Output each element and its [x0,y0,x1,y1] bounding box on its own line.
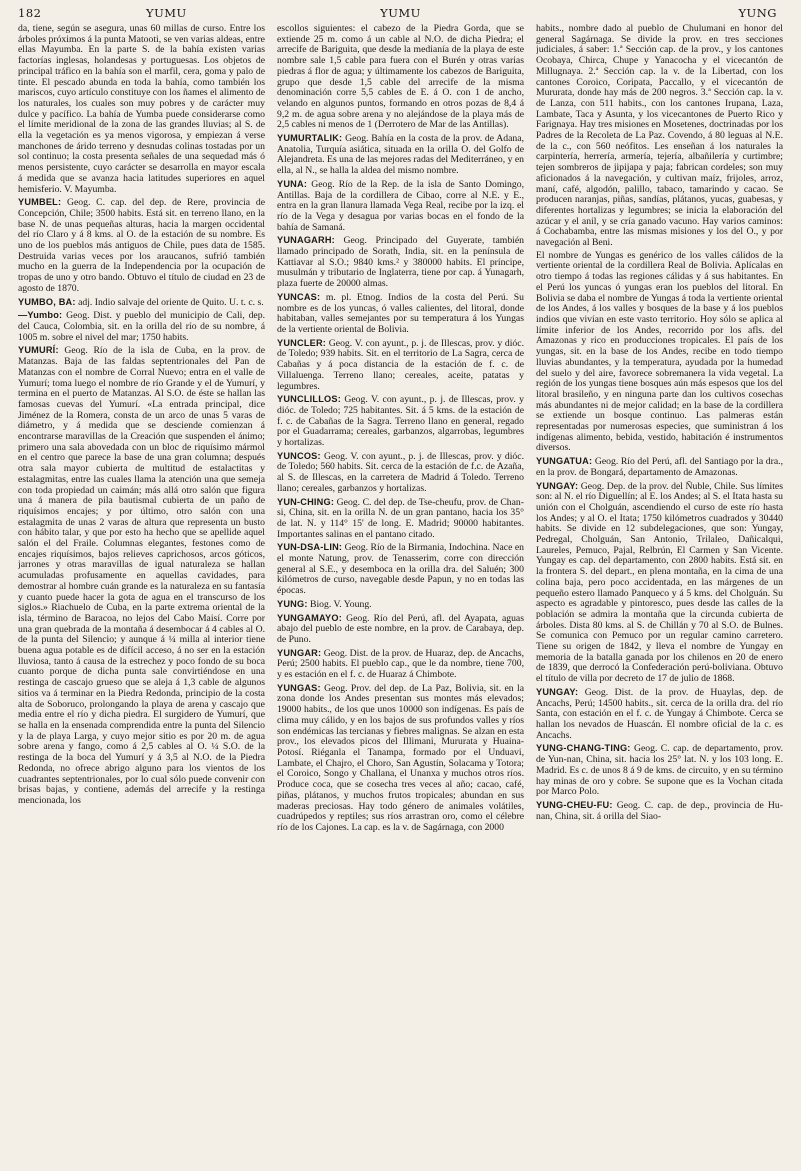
dictionary-entry [536,456,783,478]
entry-headword: YUNGAS: [277,682,321,693]
dictionary-entry [277,235,524,290]
entry-headword: YUNGAR: [277,647,322,658]
entry-text: Geog. Principado del Guyerate, también llamado principado de Sorath, India, sit. en la península de Kattiavar al S.O.; 9840 kms.² y 380000 habits. El príncipe, musulmán y tributario de Inglaterra, tiene por cap. á Yunagarh, plaza fuerte de 20000 almas. [277,235,524,290]
dictionary-entry [277,683,524,834]
entry-text: Geog. Prov. del dep. de La Paz, Bolivia, sit. en la zona donde los Andes presentan sus montes más elevados; 19000 habits., de los que unos 10000 son indígenas. Es país de clima muy cálido, y en los bajos de sus profundos valles y ríos son endémicas las tercianas y fiebres malignas. Se alzan en esta prov., los elevados picos del Illimani, Mururata y Huaina-Potosí. Riéganla el Tanampa, formado por el Unduavi, Lambate, el Chajro, el Choro, San Agustín, Solacama y Totora; el Coroico, Songo y Challana, el Unanxa y muchos otros ríos. Produce coca, que se cosecha tres veces al año; cacao, café, piñas, plátanos, y muchos frutos tropicales; abundan en sus maderas preciosas. Hay todo género de animales volátiles, cuadrúpedos y reptiles; sus ríos arrastran oro, como el célebre río de los Cajones. La cap. es la v. de Sagárnaga, con 2000 [277,682,524,833]
dictionary-entry [277,24,524,131]
dictionary-entry [277,613,524,646]
entry-headword: YUNCLILLOS: [277,394,341,405]
dictionary-entry [18,197,265,294]
dictionary-entry [536,24,783,249]
entry-text: escollos siguientes: el cabezo de la Piedra Gorda, que se extiende 25 m. como á un cable al N.O. de dicha Piedra; el arrecife de Bariguita, que desde la medianía de la playa de este nombre sale 1,5 cable para fuera con el Burén y otras varias piedras á flor de agua; y últimamente los cabezos de Bariguita, grupo que desde 1,5 cable del arrecife de la misma denominación corre 5,5 cables de E. á O. con 1 de ancho, velando en algunos puntos, formando en otros pozas de 8,4 á 9,2 m. de agua sobre arena y no alejándose de la playa más de 2,5 cables ni menos de 1 (Derrotero de Mar de las Antillas). [277,24,524,131]
entry-text: Geog. Dist. de la prov. de Huaraz, dep. de Ancachs, Perú; 2500 habits. El pueblo cap., que le da nombre, tiene 700, y es estación en el f. c. de Huaraz á Chimbote. [277,647,524,681]
entry-text: Geog. V. con ayunt., p. j. de Illescas, prov. y dióc. de Toledo; 560 habits. Sit. cerca de la estación de f.c. de Azaña, al S. de Illescas, en la carretera de Madrid á Toledo. Terreno llano; cereales, garbanzos y hortalizas. [277,450,524,494]
header-left-word: YUMU [146,6,187,20]
entry-text: Geog. Dist. de la prov. de Huaylas, dep. de Ancachs, Perú; 14500 habits., sit. cerca de la orilla dra. del río Santa, con estación en el f. c. de Yungay á Chimbote. Cerca se hallan los nevados de Huascán. El nombre oficial de la c. es Ancachs. [536,686,783,741]
entry-text: Geog. Río de la isla de Cuba, en la prov. de Matanzas. Baja de las faldas septentrionales del Pan de Matanzas con el nombre de Corral Nuevo; entra en el valle de Yumurí; toma luego el nombre de río Grande y el de Yumurí, y termina en el puerto de Matanzas. Al S.O. de éste se hallan las famosas cuevas del Yumurí. «La entrada principal, dice Jiménez de la Romera, consta de un arco de unas 5 varas de diámetro, y á medida que se desciende comienzan á encontrarse maravillas de la Creación que suspenden el ánimo; primero una sala abovedada con un bloc de riquísimo mármol en el centro que parece la base de una gran columna; después otra sala mayor cubierta de multitud de estalactitas y estalagmitas, entre las cuales llama la atención una que semeja con toda propiedad un caimán; más allá otro salón que figura una á manera de pila bautismal cubierta de un paño de riquísimos encajes; y por último, otro salón con una estalagmita de unas 2 varas de altura que representa un busto con hábito talar, y que por esto ha hecho que se apellide aquel salón el del Fraile. Columnas elegantes, festones como de encajes riquísimos, bajos relieves caprichosos, arcos góticos, jarrones y otras maravillas de igual naturaleza se hallan acumuladas profusamente en aquellas cavidades, para demostrar al hombre cuán grande es la naturaleza en su fantasía y cuanto puede hacer la gota de agua en el transcurso de los siglos.» Riachuelo de Cuba, en la parte extrema oriental de la isla, término de Baracoa, no lejos del Cabo Maisí. Corre por una gran quebrada de la montaña á desembocar á 4 cables al O. de la punta del Silencio; y aunque á ¼ milla al interior tiene buena agua potable es de difícil acceso, á no ser en la estación lluviosa, tanto á causa de la estrechez y poco fondo de su boca cuanto porque de dicha punta sale convirtiéndose en una restinga de cascajo grueso que se aleja á 1,3 cable de algunos sitios va á terminar en la Piedra Redonda, principio de la costa alta de Soboruco, prolongando la playa de arena y cascajo que media entre el río y dicha piedra. El surgidero de Yumurí, que se halla en la ensenada comprendida entre la punta del Silencio y la de playa Larga, y cuyo mejor sitio es por 20 m. de agua sobre arena y fango, como á 2,5 cables al O. ¼ S.O. de la restinga de la boca del Yumurí y á 3,5 al N.O. de la Piedra Redonda, no ofrece abrigo alguno para los vientos de los cuadrantes septentrionales, por lo cual sólo puede convenir con brisas bajas, y contiene, además del arrecife y la restinga mencionada, los [18,345,265,806]
dictionary-entry [277,497,524,541]
entry-text: Geog. C. cap. de departamento, prov. de Yun-nan, China, sit. hacia los 25° lat. N. y los 103 long. E. Madrid. Es c. de unos 8 á 9 de kms. de circuito, y en su término hay minas de oro y cobre. Se supone que es la Vochan citada por Marco Polo. [536,743,783,798]
dictionary-entry [277,648,524,681]
entry-text: Geog. C. cap. del dep. de Rere, provincia de Concepción, Chile; 3500 habits. Está sit. en terreno llano, en la base N. de unas pequeñas alturas, hacia la margen occidental del río Claro y á 8 kms. al O. de la estación de su nombre. Es uno de los pueblos más antiguos de Chile, pues data de 1585. Destruida varias veces por los araucanos, sufrió también mucho en la guerra de la Independencia por la ocupación de tropas de uno y otro bando. Obtuvo el título de ciudad en 23 de agosto de 1870. [18,197,265,294]
entry-text: Geog. V. con ayunt., p. j. de Illescas, prov. y dióc. de Toledo; 939 habits. Sit. en el territorio de La Sagra, cerca de Cabañas y á poca distancia de la estación de f. c. de Villaluenga. Terreno llano; cereales, aceite, patatas y legumbres. [277,337,524,392]
entry-headword: YUNG-CHEU-FU: [536,799,613,810]
entry-headword: YUMBEL: [18,197,62,208]
dictionary-entry [277,292,524,336]
entry-headword: YUNCOS: [277,450,321,461]
entry-text: habits., nombre dado al pueblo de Chulumani en honor del general Sagárnaga. Se divide la prov. en tres secciones judiciales, á saber: 1.ª Sección cap. de la prov., y los cantones Ocobaya, Chirca, Chupe y Yanacocha y el vicecantón de Millugnaya. 2.ª Sección cap. la v. de la Libertad, con los cantones Coroico, Coripata, Paccallo, y el vicecantón de Mururata, donde hay más de 200 negros. 3.ª Sección cap. la v. de Lanza, con 511 habits., con los cantones Irupana, Laza, Lambate, Taca y Asunta, y los vicecantones de Puerto Rico y Farignaya. Hay tres misiones en Mosetenes, doctrinadas por los Padres de la Recoleta de La Paz. Covendo, á 80 leguas al N.E. de la c., con 560 neófitos. Les enseñan á los naturales la carpintería, herrería, armería, tejería, albañilería y curtimbre; tejen sombreros de jipijapa y paja; fabrican cordeles; son muy aficionados á la navegación, y cultivan maíz, frijoles, arroz, maní, café, algodón, palillo, tabaco, tamarindo y cacao. Se producen naranjas, piñas, sandías, plátanos, yucas, guabesas, y diferentes hortalizas y legumbres; se inicia la elaboración del azúcar y el anil, y se cría ganado vacuno. Hay varios caminos: á Cochabamba, entre las mismas misiones y los del O., y por navegación al Beni. [536,24,783,249]
entry-text: Biog. V. Young. [310,598,372,610]
entry-text: Geog. C. cap. de dep., provincia de Hu-nan, China, sit. á orilla del Siao- [536,799,783,822]
dictionary-entry [18,297,265,309]
dictionary-entry [18,310,265,343]
entry-headword: YUNCLER: [277,337,327,348]
dictionary-entry [277,542,524,597]
entry-text: Geog. C. del dep. de Tse-cheufu, prov. de Chan-si, China, sit. en la orilla N. de un gran pantano, hacia los 35° de lat. N. y 114° 15' de long. E. Madrid; 90000 habitantes. Importantes salinas en el pantano citado. [277,496,524,540]
dictionary-entry [277,179,524,234]
dictionary-entry [277,394,524,449]
entry-text: adj. Indio salvaje del oriente de Quito. U. t. c. s. [78,296,264,308]
dictionary-columns [18,24,783,1164]
entry-headword: YUNCAS: [277,291,321,302]
dictionary-entry [18,345,265,806]
dictionary-entry [536,800,783,822]
dictionary-entry [277,599,524,611]
entry-headword: YUNGATUA: [536,456,593,467]
entry-text: Geog. Dist. y pueblo del municipio de Cali, dep. del Cauca, Colombia, sit. en la orilla del río de su nombre, á 1005 m. sobre el nivel del mar; 1750 habits. [18,310,265,343]
dictionary-entry [536,251,783,454]
entry-headword: YUN-CHING: [277,496,335,507]
dictionary-entry [277,451,524,495]
entry-headword: YUMURTALIK: [277,133,343,144]
dictionary-entry [536,743,783,798]
entry-headword: —Yumbo: [18,310,63,321]
entry-text: El nombre de Yungas es genérico de los valles cálidos de la vertiente oriental de la cordillera Real de Bolivia. Aplícalas en otro tiempo á todas las regiones cálidas y á sus habitantes. En el Perú los yuncas ó yungas eran los pueblos del litoral. En Bolivia se daba el nombre de Yungas á toda la vertiente oriental de los Andes, á los valles y bosques de la base y á los pueblos indios que vivían en este vasto territorio. Hoy sólo se aplica al límite inferior de los Andes, recorrido por los afls. del Amazonas y rico en producciones tropicales. El país de los yungas, sit. en la base de los Andes, recibe en todo tiempo lluvias abundantes, y la temperatura, ayudada por la humedad del suelo y del aire, favorece sobremanera la vida vegetal. La región de los yungas tiene bosques aún más espesos que los del litoral brasileño, y en ninguna parte dan los cultivos cosechas más abundantes ni de mejor calidad; en la base de la cordillera se extiende un bosque continuo. Las palmeras están representadas por numerosas especies, que suministran á los indígenas alimento, bebida, vestido, habitación é instrumentos diversos. [536,249,783,454]
header-right-word: YUNG [738,6,777,20]
column-right [536,24,783,1164]
entry-headword: YUNGAY: [536,686,579,697]
entry-text: Geog. Río de la Rep. de la isla de Santo Domingo, Antillas. Baja de la cordillera de Cibao, corre al N.E. y E., entra en la gran llanura llamada Vega Real, recibe por la izq. el río de la Vega y desagua por varias bocas en el fondo de la bahía de Samaná. [277,178,524,233]
dictionary-entry [277,338,524,393]
entry-text: m. pl. Etnog. Indios de la costa del Perú. Su nombre es de los yuncas, ó valles calientes, del litoral, donde habitaban, valles semejantes por su temperatura á los Yungas de la vertiente oriental de Bolivia. [277,291,524,335]
entry-text: Geog. Río de la Birmania, Indochina. Nace en el monte Natung, prov. de Tenasserim, corre con dirección general al S.E., y desemboca en la orilla dra. del Saluén; 300 kilómetros de curso, navegable desde Papun, y no en todas las épocas. [277,542,524,597]
entry-headword: YUNG-CHANG-TING: [536,743,631,754]
entry-text: Geog. Bahía en la costa de la prov. de Adana, Anatolia, Turquía asiática, situada en la orilla O. del Golfo de Alejandreta. Es una de las mejores radas del Mediterráneo, y en ella, al N., se halla la aldea del mismo nombre. [277,133,524,177]
dictionary-entry [277,133,524,177]
dictionary-entry [536,481,783,685]
entry-text: Geog. Río del Perú, afl. del Santiago por la dra., en la prov. de Bongará, departamento de Amazonas. [536,456,783,478]
entry-text: Geog. V. con ayunt., p. j. de Illescas, prov. y dióc. de Toledo; 725 habitantes. Sit. á 5 kms. de la estación de f. c. de Cabañas de la Sagra. Terreno llano en general, regado por el Guadarrama; cereales, garbanzos, algarrobas, legumbres y hortalizas. [277,394,524,449]
dictionary-entry [18,24,265,195]
page-header [18,6,783,24]
entry-headword: YUNAGARH: [277,235,335,246]
dictionary-entry [536,687,783,742]
entry-headword: YUNA: [277,178,308,189]
entry-headword: YUNGAMAYO: [277,612,342,623]
entry-text: Geog. Río del Perú, afl. del Ayapata, aguas abajo del pueblo de este nombre, en la prov. de Carabaya, dep. de Puno. [277,612,524,645]
entry-headword: YUMURÍ: [18,345,59,356]
entry-headword: YUNGAY: [536,480,579,491]
entry-text: Geog. Dep. de la prov. del Ñuble, Chile. Sus límites son: al N. el río Diguellín; al E. los Andes; al S. el Itata hasta su unión con el Cholguán, ascendiendo el curso de este río hasta los Andes; y al O. el Itata; 1750 kilómetros cuadrados y 30440 habits. Se divide en 12 subdelegaciones, que son: Yungay, Pedregal, Cholguán, San Antonio, Trilaleo, Dañicalqui, Laureles, Pemuco, Pajal, Relbrún, El Carmen y San Vicente. Yungay es cap. del departamento, con 2800 habits. Está sit. en la frontera S. del depart., en plena montaña, en la cima de una colina baja, pero poco accidentada, en las márgenes de un pequeño estero llamado Panqueco y á 5 kms. del Cholguán. Su aspecto es agradable y pintoresco, pues desde las calles de la población se admira la montaña que la circunda cubierta de árboles. Dista 80 kms. al S. de Chillán y 70 al S.O. de Bulnes. Se comunica con Pemuco por un regular camino carretero. Tiene su origen de 1842, y lleva el nombre de Yungay en memoria de la batalla ganada por los chilenos en 20 de enero de 1839, que derrocó la Confederación perú-boliviana. Obtuvo el título de villa por decreto de 17 de julio de 1868. [536,480,783,685]
entry-text: da, tiene, según se asegura, unas 60 millas de curso. Entre los árboles próximos á la punta Matooti, se ven varias aldeas, entre ellas Mayumba. En la parte S. de la bahía existen varias factorías inglesas, holandesas y portuguesas. Los objetos de principal tráfico en la bahía son el marfil, cera, goma y palo de tinte. El pescado abunda en toda la bahía, como también los mariscos, cuyo artículo constituye con los ñames el alimento de los naturales, los cuales son muy pobres y de carácter muy dulce y pacífico. La bahía de Yumba puede considerarse como el límite meridional de la zona de las grandes lluvias; al S. de ella la vegetación es ya menos vigorosa, y empiezan á verse manchones de árido terreno y desnudas colinas tostadas por un sol continuo; la costa presenta señales de una sequedad más ó menos persistente, cuyo carácter se desarrolla en mayor escala á medida que se avanza hacia latitudes superiores en aquel hemisferio. V. Mayumba. [18,24,265,195]
column-left [18,24,265,1164]
page-number: 182 [18,6,42,20]
entry-headword: YUNG: [277,598,308,609]
entry-headword: YUN-DSA-LIN: [277,542,343,553]
header-center-word: YUMU [380,6,421,20]
entry-headword: YUMBO, BA: [18,296,76,307]
column-middle [277,24,524,1164]
